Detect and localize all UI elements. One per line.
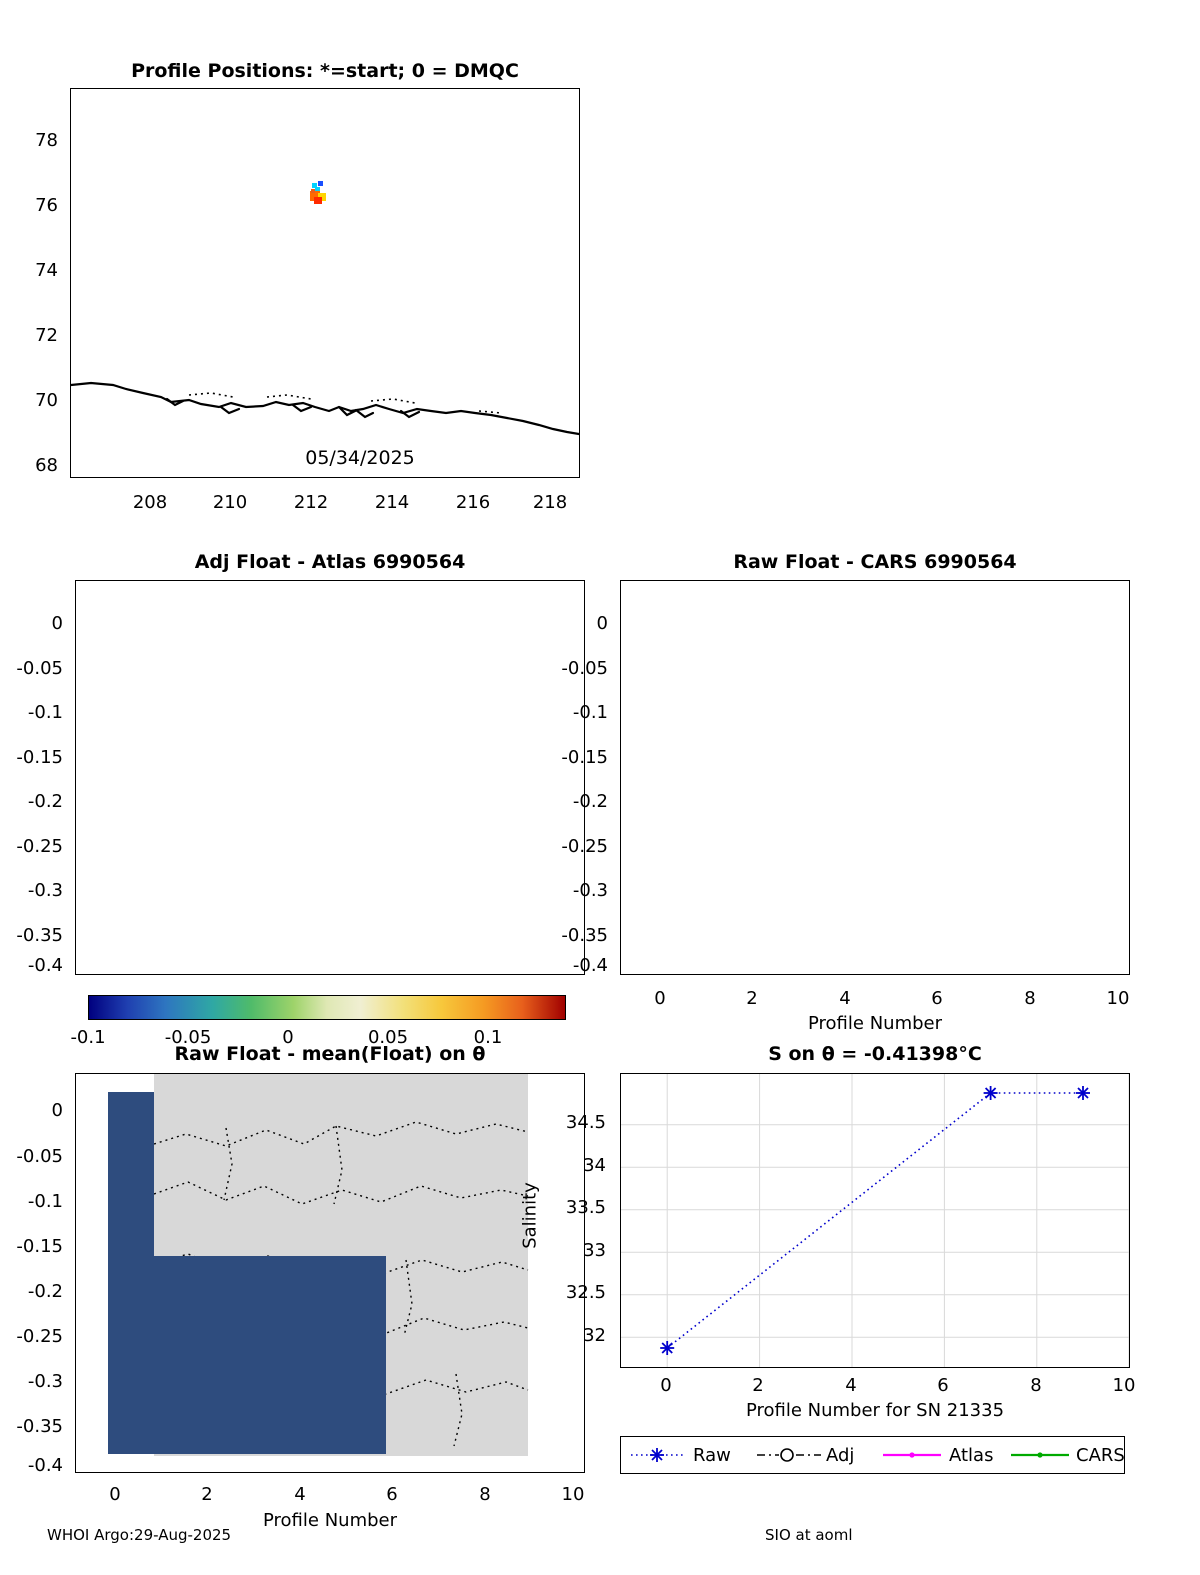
mean-ytick: -0.15: [16, 1236, 63, 1257]
cars-xtick: 0: [654, 988, 666, 1009]
raw-float-cars-axes: [620, 580, 1130, 975]
map-xtick: 214: [374, 492, 410, 513]
stheta-ytick: 33: [583, 1240, 606, 1261]
colorbar-tick: 0.05: [367, 1027, 409, 1048]
mean-ytick: -0.4: [27, 1455, 63, 1476]
cars-xtick: 6: [931, 988, 943, 1009]
cars-ytick: -0.15: [561, 747, 608, 768]
grid: [621, 1074, 1129, 1367]
mean-ytick: -0.35: [16, 1416, 63, 1437]
coastline-path: [71, 383, 579, 434]
mean-ytick: -0.05: [16, 1146, 63, 1167]
raw-float-mean-plot: [76, 1074, 584, 1472]
adj-ytick: -0.05: [16, 658, 63, 679]
adj-ytick: -0.15: [16, 747, 63, 768]
map-ytick: 74: [35, 260, 58, 281]
cars-ytick: -0.05: [561, 658, 608, 679]
map-plot: [71, 89, 579, 477]
cars-ytick: -0.2: [572, 791, 608, 812]
colorbar-tick: -0.1: [70, 1027, 106, 1048]
legend: [620, 1436, 1125, 1474]
mean-ytick: -0.1: [27, 1191, 63, 1212]
adj-ytick: -0.35: [16, 925, 63, 946]
adj-ytick: -0.4: [27, 955, 63, 976]
mean-xlabel: Profile Number: [263, 1510, 397, 1531]
footer-left: WHOI Argo:29-Aug-2025: [47, 1526, 232, 1544]
bar: [108, 1092, 154, 1454]
raw-float-mean-title: [75, 1043, 585, 1065]
s-on-theta-axes: [620, 1073, 1130, 1368]
colorbar-tick: 0.1: [473, 1027, 503, 1048]
adj-float-atlas-axes: [75, 580, 585, 975]
mean-ytick: -0.3: [27, 1371, 63, 1392]
map-xtick: 218: [532, 492, 568, 513]
adj-ytick: -0.25: [16, 836, 63, 857]
colorbar-tick: 0: [282, 1027, 294, 1048]
mean-xtick: 0: [109, 1484, 121, 1505]
map-xtick: 216: [455, 492, 491, 513]
stheta-xtick: 10: [1112, 1375, 1136, 1396]
map-xtick: 210: [212, 492, 248, 513]
stheta-ytick: 32: [583, 1325, 606, 1346]
colorbar-gradient: [89, 996, 565, 1019]
map-ytick: 78: [35, 130, 58, 151]
map-xtick: 208: [132, 492, 168, 513]
stheta-xtick: 8: [1030, 1375, 1042, 1396]
stheta-ylabel: Salinity: [519, 1182, 541, 1249]
asterisk-marker: [660, 1086, 1090, 1355]
s-on-theta-title: S on θ = -0.41398°C: [768, 1043, 982, 1065]
mean-ytick: 0: [51, 1100, 63, 1121]
stheta-xtick: 4: [845, 1375, 857, 1396]
map-axes: [70, 88, 580, 478]
map-ytick: 70: [35, 390, 58, 411]
footer-right: SIO at aoml: [765, 1526, 853, 1544]
series-raw: [660, 1086, 1090, 1355]
stheta-xtick: 6: [937, 1375, 949, 1396]
raw-float-cars-title: Raw Float - CARS 6990564: [733, 551, 1017, 573]
cars-xtick: 10: [1106, 988, 1130, 1009]
legend-label-cars: CARS: [1076, 1445, 1125, 1466]
colorbar-tick: -0.05: [164, 1027, 212, 1048]
map-title: Profile Positions: *=start; 0 = DMQC: [131, 60, 519, 82]
adj-ytick: -0.3: [27, 880, 63, 901]
legend-label-raw: Raw: [693, 1445, 731, 1466]
stheta-ytick: 34: [583, 1155, 606, 1176]
map-annotation: 05/34/2025: [305, 447, 415, 469]
map-ytick: 76: [35, 195, 58, 216]
cars-ytick: -0.3: [572, 880, 608, 901]
bar: [154, 1256, 386, 1454]
cars-ytick: -0.25: [561, 836, 608, 857]
map-ytick: 68: [35, 455, 58, 476]
mean-ytick: -0.25: [16, 1326, 63, 1347]
adj-ytick: -0.2: [27, 791, 63, 812]
stheta-xlabel: Profile Number for SN 21335: [745, 1400, 1005, 1421]
mean-xtick: 2: [201, 1484, 213, 1505]
cars-xtick: 2: [746, 988, 758, 1009]
mean-ytick: -0.2: [27, 1281, 63, 1302]
cars-ytick: -0.35: [561, 925, 608, 946]
adj-ytick: 0: [51, 613, 63, 634]
stheta-ytick: 33.5: [565, 1197, 606, 1218]
cars-xtick: 4: [839, 988, 851, 1009]
cars-ytick: 0: [596, 613, 608, 634]
colorbar-axes: [88, 995, 566, 1020]
mean-xtick: 10: [561, 1484, 585, 1505]
cars-xtick: 8: [1024, 988, 1036, 1009]
mean-xtick: 6: [386, 1484, 398, 1505]
stheta-xtick: 2: [752, 1375, 764, 1396]
stheta-ytick: 32.5: [565, 1282, 606, 1303]
mean-xtick: 4: [294, 1484, 306, 1505]
adj-float-atlas-title: Adj Float - Atlas 6990564: [194, 551, 466, 573]
raw-float-mean-axes: [75, 1073, 585, 1473]
map-ytick: 72: [35, 325, 58, 346]
s-on-theta-plot: [621, 1074, 1129, 1367]
stheta-xtick: 0: [660, 1375, 672, 1396]
cars-ytick: -0.1: [572, 702, 608, 723]
mean-xtick: 8: [479, 1484, 491, 1505]
cars-ytick: -0.4: [572, 955, 608, 976]
adj-ytick: -0.1: [27, 702, 63, 723]
legend-label-adj: Adj: [826, 1445, 855, 1466]
stheta-ytick: 34.5: [565, 1112, 606, 1133]
profile-markers: [310, 181, 326, 204]
raw-float-mean-title-text: Raw Float - mean(Float) on θ: [174, 1043, 486, 1065]
map-xtick: 212: [293, 492, 329, 513]
cars-xlabel: Profile Number: [808, 1013, 942, 1034]
legend-label-atlas: Atlas: [949, 1445, 994, 1466]
